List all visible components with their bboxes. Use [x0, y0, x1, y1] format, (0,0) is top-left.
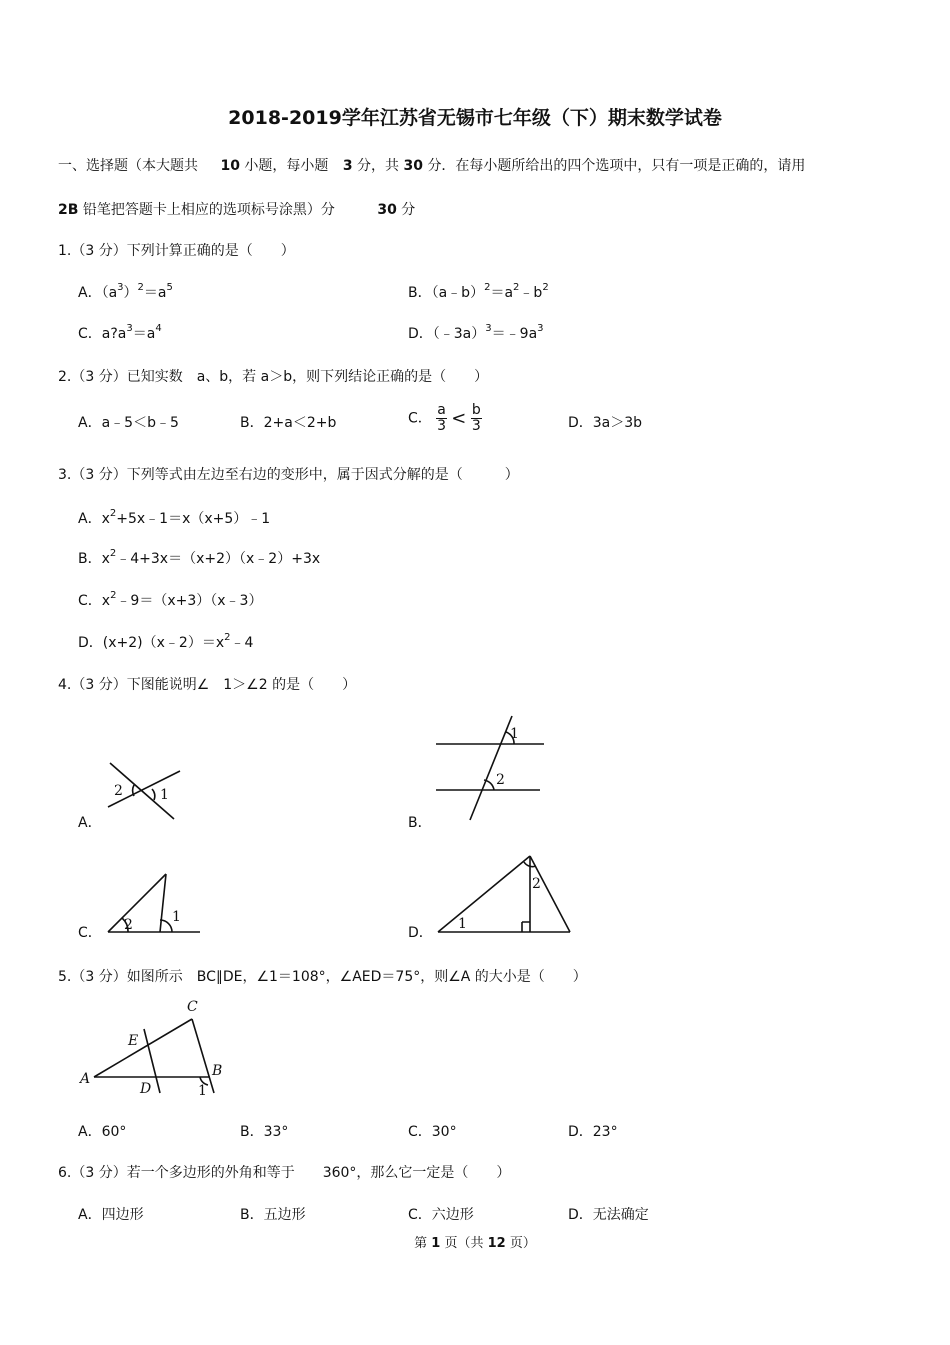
- question-5-stem: 5.（3 分）如图所示 BC∥DE，∠1＝108°，∠AED＝75°，则∠A 的大小是（ ）: [58, 969, 587, 985]
- line: [438, 856, 530, 932]
- angle-label: 1: [160, 787, 169, 803]
- q1-option-c[interactable]: [78, 323, 162, 343]
- point-label: B: [212, 1063, 223, 1079]
- side-ac: [94, 1019, 192, 1077]
- question-6-stem: 6.（3 分）若一个多边形的外角和等于 360°，那么它一定是（ ）: [58, 1165, 511, 1181]
- angle-label: 2: [124, 917, 133, 933]
- angle-arc: [133, 785, 134, 796]
- exponent: 2: [542, 282, 549, 293]
- denominator: 3: [471, 418, 481, 434]
- points-each: 3: [342, 158, 353, 174]
- option-text: ﹣4+3x＝（x+2）（x﹣2）+3x: [116, 551, 321, 567]
- q5-option-c[interactable]: C．30°: [408, 1124, 457, 1140]
- exponent: 3: [485, 323, 492, 334]
- option-text: C．a?a: [78, 326, 127, 342]
- exponent: 2: [110, 590, 117, 601]
- option-text: +5x﹣1＝x（x+5）﹣1: [116, 511, 271, 527]
- line: [160, 874, 166, 932]
- points-total: 30: [377, 202, 397, 218]
- option-text: A．x: [78, 511, 110, 527]
- option-text: ﹣9＝（x+3）（x﹣3）: [116, 593, 263, 609]
- right-angle-mark: [522, 922, 530, 932]
- q4-option-d[interactable]: D．: [408, 925, 433, 941]
- numerator: b: [471, 402, 481, 418]
- q3-option-d[interactable]: [78, 632, 253, 652]
- q5-option-b[interactable]: B．33°: [240, 1124, 289, 1140]
- section-text: 分，共: [357, 158, 400, 174]
- section-instructions-line1: [58, 155, 805, 175]
- q4-option-b[interactable]: B．: [408, 815, 432, 831]
- transversal: [470, 716, 512, 820]
- q3-option-c[interactable]: [78, 590, 262, 610]
- point-label: E: [128, 1033, 139, 1049]
- angle-label: 2: [114, 783, 123, 799]
- q2-option-d[interactable]: D．3a＞3b: [568, 415, 643, 431]
- q1-option-b[interactable]: [408, 282, 549, 302]
- option-text: ）: [123, 285, 138, 301]
- q1-option-a[interactable]: [78, 282, 173, 302]
- exponent: 2: [513, 282, 520, 293]
- option-text: ﹣b: [519, 285, 543, 301]
- page-footer: [0, 1232, 950, 1251]
- line: [108, 874, 166, 932]
- q6-option-b[interactable]: B．五边形: [240, 1207, 306, 1223]
- q2-option-b[interactable]: B．2+a＜2+b: [240, 415, 337, 431]
- q6-option-d[interactable]: D．无法确定: [568, 1207, 649, 1223]
- option-text: D．（﹣3a）: [408, 326, 486, 342]
- angle-label: 1: [172, 909, 181, 925]
- q4-option-a[interactable]: A．: [78, 815, 102, 831]
- q4-figure-c: [100, 868, 210, 938]
- q4-figure-a: [100, 755, 190, 825]
- option-text: B．（a﹣b）: [408, 285, 485, 301]
- q4-figure-b: [430, 712, 550, 827]
- option-text: B．x: [78, 551, 110, 567]
- numerator: a: [437, 402, 446, 418]
- exponent: 2: [484, 282, 491, 293]
- line: [530, 856, 570, 932]
- q4-option-c[interactable]: C．: [78, 925, 102, 941]
- page-title: 2018-2019学年江苏省无锡市七年级（下）期末数学试卷: [228, 107, 722, 129]
- q1-option-d[interactable]: [408, 323, 544, 343]
- exponent: 3: [537, 323, 544, 334]
- point-label: D: [140, 1081, 152, 1097]
- option-text: C．x: [78, 593, 111, 609]
- angle-label: 2: [496, 772, 505, 788]
- exponent: 3: [126, 323, 133, 334]
- option-text: ＝﹣9a: [491, 326, 538, 342]
- section-instructions-line2: [58, 199, 415, 219]
- footer-text: 第: [414, 1236, 428, 1251]
- exponent: 2: [109, 508, 117, 519]
- angle-label: 1: [198, 1083, 207, 1099]
- section-text: 分: [401, 202, 416, 218]
- q5-figure: [74, 995, 234, 1100]
- angle-label: 1: [458, 916, 467, 932]
- fraction: [436, 403, 447, 434]
- q5-option-a[interactable]: A．60°: [78, 1124, 127, 1140]
- option-text: ＝a: [132, 326, 156, 342]
- page-total: 12: [487, 1236, 506, 1251]
- footer-text: 页）: [509, 1236, 536, 1251]
- question-count: 10: [220, 158, 240, 174]
- exponent: 3: [117, 282, 124, 293]
- exponent: 5: [166, 282, 173, 293]
- q5-option-d[interactable]: D．23°: [568, 1124, 618, 1140]
- q3-option-b[interactable]: [78, 548, 320, 568]
- pencil-type: 2B: [58, 202, 79, 218]
- option-text: A．（a: [78, 285, 118, 301]
- option-text: ＝a: [490, 285, 514, 301]
- q3-option-a[interactable]: [78, 508, 270, 528]
- exponent: 4: [155, 323, 162, 334]
- q2-option-c[interactable]: [408, 403, 482, 434]
- option-text: C．: [408, 410, 432, 427]
- q4-figure-d: [430, 850, 580, 940]
- point-label: C: [187, 999, 198, 1015]
- section-text: 一、选择题（本大题共: [58, 158, 198, 174]
- question-1-stem: 1.（3 分）下列计算正确的是（ ）: [58, 243, 295, 259]
- section-text: 铅笔把答题卡上相应的选项标号涂黑）分: [82, 202, 335, 218]
- page-number: 1: [431, 1236, 441, 1251]
- exponent: 2: [224, 632, 231, 643]
- option-text: ﹣4: [230, 635, 254, 651]
- question-4-stem: 4.（3 分）下图能说明∠ 1＞∠2 的是（ ）: [58, 677, 357, 693]
- point-label: A: [80, 1071, 91, 1087]
- footer-text: 页（共: [444, 1236, 484, 1251]
- points-total: 30: [403, 158, 423, 174]
- section-text: 分．在每小题所给出的四个选项中，只有一项是正确的，请用: [427, 158, 806, 174]
- question-2-stem: 2.（3 分）已知实数 a、b，若 a＞b，则下列结论正确的是（ ）: [58, 369, 489, 385]
- question-3-stem: 3.（3 分）下列等式由左边至右边的变形中，属于因式分解的是（ ）: [58, 467, 519, 483]
- section-text: 小题，每小题: [244, 158, 329, 174]
- option-text: ＝a: [143, 285, 167, 301]
- q2-option-a[interactable]: A．a﹣5＜b﹣5: [78, 415, 179, 431]
- angle-label: 1: [510, 726, 519, 742]
- angle-label: 2: [532, 876, 541, 892]
- q6-option-c[interactable]: C．六边形: [408, 1207, 474, 1223]
- exponent: 2: [137, 282, 144, 293]
- q6-option-a[interactable]: A．四边形: [78, 1207, 144, 1223]
- option-text: D．(x+2)（x﹣2）＝x: [78, 635, 225, 651]
- less-than-sign: <: [451, 408, 467, 429]
- exponent: 2: [109, 548, 117, 559]
- denominator: 3: [437, 418, 446, 434]
- angle-arc: [152, 789, 155, 800]
- fraction: [471, 403, 482, 434]
